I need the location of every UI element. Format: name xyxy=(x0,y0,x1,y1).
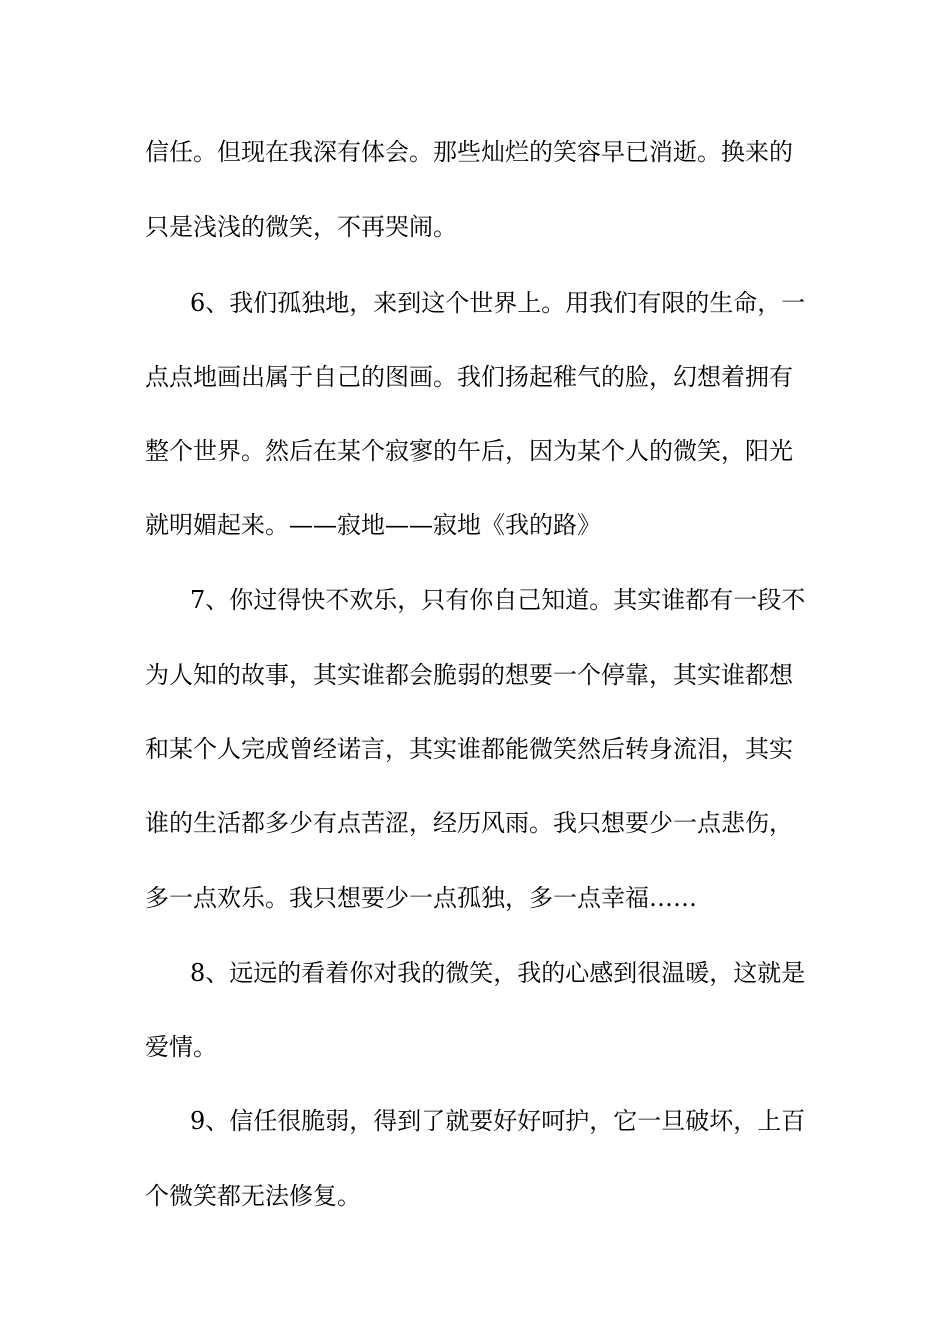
text-line: 为人知的故事，其实谁都会脆弱的想要一个停靠，其实谁都想 xyxy=(145,661,793,689)
paragraph-9-line: 9、信任很脆弱，得到了就要好好呵护，它一旦破坏，上百 xyxy=(190,1107,806,1135)
paragraph-8-line: 8、远远的看着你对我的微笑，我的心感到很温暖，这就是 xyxy=(190,959,806,987)
text-line: 和某个人完成曾经诺言，其实谁都能微笑然后转身流泪，其实 xyxy=(145,735,793,763)
text-line: 谁的生活都多少有点苦涩，经历风雨。我只想要少一点悲伤， xyxy=(145,809,793,837)
text-line: 就明媚起来。——寂地——寂地《我的路》 xyxy=(145,511,601,539)
text-line: 个微笑都无法修复。 xyxy=(145,1182,361,1210)
text-line: 点点地画出属于自己的图画。我们扬起稚气的脸，幻想着拥有 xyxy=(145,363,793,391)
text-line: 整个世界。然后在某个寂寥的午后，因为某个人的微笑，阳光 xyxy=(145,437,793,465)
text-line: 多一点欢乐。我只想要少一点孤独，多一点幸福…… xyxy=(145,884,697,912)
paragraph-7-line: 7、你过得快不欢乐，只有你自己知道。其实谁都有一段不 xyxy=(190,586,806,614)
paragraph-6-line: 6、我们孤独地，来到这个世界上。用我们有限的生命，一 xyxy=(190,289,806,317)
text-line: 信任。但现在我深有体会。那些灿烂的笑容早已消逝。换来的 xyxy=(145,138,793,166)
text-line: 只是浅浅的微笑，不再哭闹。 xyxy=(145,213,457,241)
text-line: 爱情。 xyxy=(145,1033,217,1061)
